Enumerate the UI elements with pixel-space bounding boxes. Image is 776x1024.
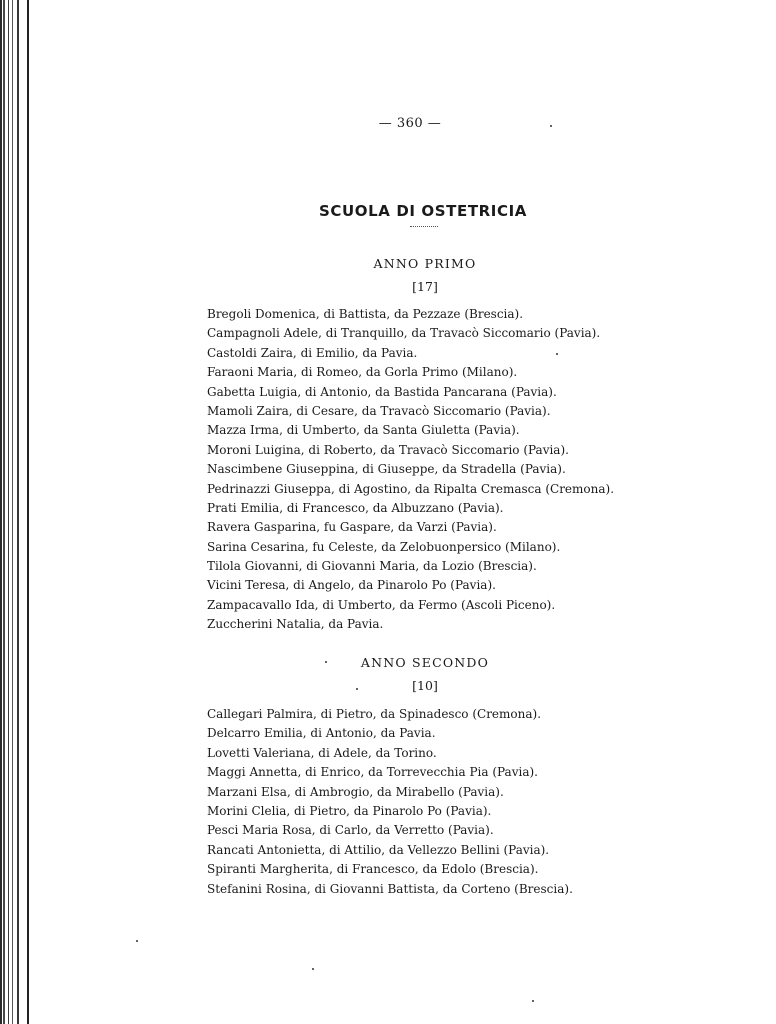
page-title: SCUOLA DI OSTETRICIA — [319, 202, 527, 220]
section-heading-anno-primo: ANNO PRIMO — [373, 256, 477, 271]
list-item: Spiranti Margherita, di Francesco, da Edolo (Brescia). — [207, 862, 539, 877]
list-item: Maggi Annetta, di Enrico, da Torrevecchia Pia (Pavia). — [207, 765, 538, 780]
title-divider — [410, 226, 438, 228]
list-item: Morini Clelia, di Pietro, da Pinarolo Po (Pavia). — [207, 803, 492, 818]
section-count-anno-primo: [17] — [412, 279, 438, 294]
list-item: Prati Emilia, di Francesco, da Albuzzano (Pavia). — [207, 500, 504, 515]
student-list-anno-secondo — [207, 705, 573, 899]
scan-speck — [556, 353, 558, 355]
list-item: Mazza Irma, di Umberto, da Santa Giuletta (Pavia). — [207, 423, 520, 438]
list-item: Mamoli Zaira, di Cesare, da Travacò Siccomario (Pavia). — [207, 403, 551, 418]
page-edge-line — [27, 0, 29, 1024]
section-count-anno-secondo: [10] — [412, 678, 438, 693]
list-item: Pedrinazzi Giuseppa, di Agostino, da Ripalta Cremasca (Cremona). — [207, 481, 615, 496]
list-item: Rancati Antonietta, di Attilio, da Vellezzo Bellini (Pavia). — [207, 842, 550, 857]
list-item: Tilola Giovanni, di Giovanni Maria, da Lozio (Brescia). — [207, 559, 537, 574]
list-item: Castoldi Zaira, di Emilio, da Pavia. — [207, 345, 418, 360]
list-item: Sarina Cesarina, fu Celeste, da Zelobuonpersico (Milano). — [207, 539, 561, 554]
list-item: Zampacavallo Ida, di Umberto, da Fermo (Ascoli Piceno). — [207, 597, 556, 612]
scan-speck — [136, 940, 138, 942]
list-item: Bregoli Domenica, di Battista, da Pezzaze (Brescia). — [207, 307, 524, 321]
list-item: Gabetta Luigia, di Antonio, da Bastida Pancarana (Pavia). — [207, 384, 557, 399]
list-item: Faraoni Maria, di Romeo, da Gorla Primo (Milano). — [207, 365, 518, 380]
list-item: Vicini Teresa, di Angelo, da Pinarolo Po (Pavia). — [207, 578, 496, 593]
list-item: Moroni Luigina, di Roberto, da Travacò Siccomario (Pavia). — [207, 442, 569, 457]
list-item: Ravera Gasparina, fu Gaspare, da Varzi (Pavia). — [207, 520, 497, 535]
list-item: Zuccherini Natalia, da Pavia. — [207, 617, 384, 632]
list-item: Stefanini Rosina, di Giovanni Battista, da Corteno (Brescia). — [207, 881, 573, 896]
list-item: Nascimbene Giuseppina, di Giuseppe, da Stradella (Pavia). — [207, 462, 566, 477]
list-item: Campagnoli Adele, di Tranquillo, da Travacò Siccomario (Pavia). — [207, 326, 601, 341]
scan-speck — [356, 688, 358, 690]
page-number: — 360 — — [378, 116, 442, 131]
list-item: Marzani Elsa, di Ambrogio, da Mirabello (Pavia). — [207, 784, 504, 799]
list-item: Pesci Maria Rosa, di Carlo, da Verretto (Pavia). — [207, 823, 494, 838]
section-heading-anno-secondo: ANNO SECONDO — [360, 655, 490, 670]
scan-speck — [325, 661, 327, 663]
scan-speck — [532, 1000, 534, 1002]
student-list-anno-primo — [207, 305, 614, 635]
scan-speck — [550, 125, 552, 127]
list-item: Lovetti Valeriana, di Adele, da Torino. — [207, 745, 437, 760]
list-item: Delcarro Emilia, di Antonio, da Pavia. — [207, 726, 436, 741]
scan-speck — [312, 968, 314, 970]
list-item: Callegari Palmira, di Pietro, da Spinadesco (Cremona). — [207, 707, 542, 721]
